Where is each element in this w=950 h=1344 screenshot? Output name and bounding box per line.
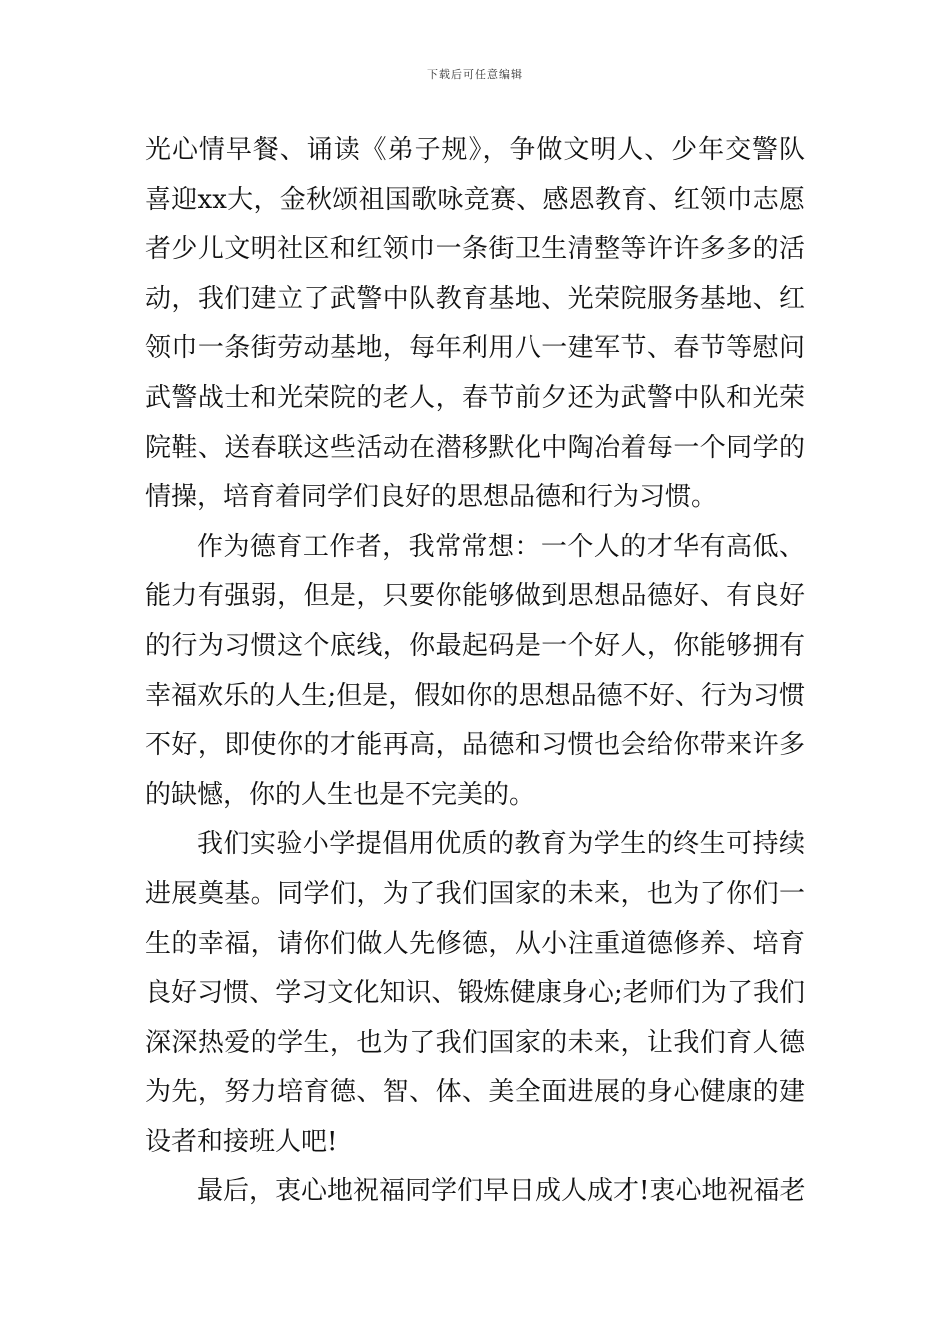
text-line: 生的幸福，请你们做人先修德，从小注重道德修养、培育 bbox=[145, 928, 805, 959]
text-line: 的行为习惯这个底线，你最起码是一个好人，你能够拥有 bbox=[145, 630, 805, 661]
text-line: 能力有强弱，但是，只要你能够做到思想品德好、有良好 bbox=[145, 581, 805, 612]
text-line: 进展奠基。同学们，为了我们国家的未来，也为了你们一 bbox=[145, 878, 805, 909]
text-line: 动，我们建立了武警中队教育基地、光荣院服务基地、红 bbox=[145, 283, 805, 314]
text-line: 者少儿文明社区和红领巾一条街卫生清整等许许多多的活 bbox=[145, 234, 805, 265]
text-line: 武警战士和光荣院的老人，春节前夕还为武警中队和光荣 bbox=[145, 382, 805, 413]
header-note: 下载后可任意编辑 bbox=[427, 68, 523, 81]
paragraph-first-line: 作为德育工作者，我常常想：一个人的才华有高低、 bbox=[197, 531, 805, 562]
paragraph-first-line: 最后，衷心地祝福同学们早日成人成才!衷心地祝福老 bbox=[197, 1176, 806, 1207]
text-line: 院鞋、送春联这些活动在潜移默化中陶冶着每一个同学的 bbox=[145, 432, 805, 463]
text-line: 幸福欢乐的人生;但是，假如你的思想品德不好、行为习惯 bbox=[145, 680, 805, 711]
document-body bbox=[145, 126, 805, 1217]
text-line: 深深热爱的学生，也为了我们国家的未来，让我们育人德 bbox=[145, 1027, 805, 1058]
text-line: 的缺憾，你的人生也是不完美的。 bbox=[145, 779, 536, 810]
text-line: 领巾一条街劳动基地，每年利用八一建军节、春节等慰问 bbox=[145, 333, 805, 364]
text-line: 喜迎xx大，金秋颂祖国歌咏竞赛、感恩教育、红领巾志愿 bbox=[145, 184, 805, 215]
text-line: 光心情早餐、诵读《弟子规》，争做文明人、少年交警队 bbox=[145, 135, 805, 165]
text-line: 设者和接班人吧! bbox=[145, 1126, 338, 1157]
text-line: 为先，努力培育德、智、体、美全面进展的身心健康的建 bbox=[145, 1077, 805, 1108]
text-line: 不好，即使你的才能再高，品德和习惯也会给你带来许多 bbox=[145, 730, 805, 761]
text-line: 情操，培育着同学们良好的思想品德和行为习惯。 bbox=[145, 482, 718, 513]
paragraph-first-line: 我们实验小学提倡用优质的教育为学生的终生可持续 bbox=[197, 829, 805, 860]
text-line: 良好习惯、学习文化知识、锻炼健康身心;老师们为了我们 bbox=[145, 978, 805, 1009]
